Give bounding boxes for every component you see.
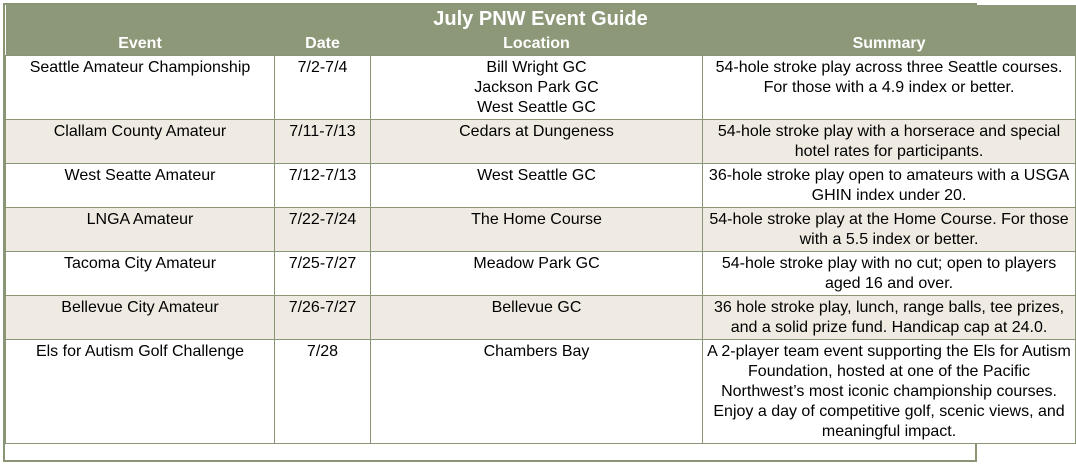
table-row <box>6 120 1076 164</box>
location-cell: Chambers Bay <box>371 340 703 444</box>
date-cell: 7/2-7/4 <box>275 56 371 120</box>
location-line: Jackson Park GC <box>474 79 599 96</box>
location-cell: Bellevue GC <box>371 296 703 340</box>
location-cell: Meadow Park GC <box>371 252 703 296</box>
event-cell: Seattle Amateur Championship <box>6 56 275 120</box>
event-guide-table <box>3 3 1071 462</box>
date-cell: 7/28 <box>275 340 371 444</box>
header-event: Event <box>6 33 275 56</box>
summary-cell: 54-hole stroke play across three Seattle courses. For those with a 4.9 index or better. <box>703 56 1076 120</box>
header-date: Date <box>275 33 371 56</box>
location-cell <box>371 56 703 120</box>
summary-cell: 54-hole stroke play with a horserace and special hotel rates for participants. <box>703 120 1076 164</box>
summary-cell: 54-hole stroke play at the Home Course. For those with a 5.5 index or better. <box>703 208 1076 252</box>
header-location: Location <box>371 33 703 56</box>
table-row <box>6 208 1076 252</box>
event-cell: Els for Autism Golf Challenge <box>6 340 275 444</box>
event-cell: West Seatte Amateur <box>6 164 275 208</box>
table-row <box>6 164 1076 208</box>
table-row <box>6 56 1076 120</box>
event-cell: LNGA Amateur <box>6 208 275 252</box>
event-cell: Bellevue City Amateur <box>6 296 275 340</box>
summary-cell: 54-hole stroke play with no cut; open to players aged 16 and over. <box>703 252 1076 296</box>
event-cell: Tacoma City Amateur <box>6 252 275 296</box>
table-row <box>6 252 1076 296</box>
date-cell: 7/25-7/27 <box>275 252 371 296</box>
table-row <box>6 296 1076 340</box>
location-cell: The Home Course <box>371 208 703 252</box>
date-cell: 7/11-7/13 <box>275 120 371 164</box>
summary-cell: A 2-player team event supporting the Els for Autism Foundation, hosted at one of the Pacific Northwest’s most iconic championship courses. Enjoy a day of competitive golf, scenic views, and meaningful impact. <box>703 340 1076 444</box>
event-cell: Clallam County Amateur <box>6 120 275 164</box>
location-cell: Cedars at Dungeness <box>371 120 703 164</box>
header-summary: Summary <box>703 33 1076 56</box>
date-cell: 7/26-7/27 <box>275 296 371 340</box>
table-row <box>6 340 1076 444</box>
table-title: July PNW Event Guide <box>6 5 1076 33</box>
location-cell: West Seattle GC <box>371 164 703 208</box>
summary-cell: 36 hole stroke play, lunch, range balls, tee prizes, and a solid prize fund. Handicap cap at 24.0. <box>703 296 1076 340</box>
date-cell: 7/12-7/13 <box>275 164 371 208</box>
summary-cell: 36-hole stroke play open to amateurs with a USGA GHIN index under 20. <box>703 164 1076 208</box>
date-cell: 7/22-7/24 <box>275 208 371 252</box>
column-headers <box>6 33 1076 56</box>
location-line: West Seattle GC <box>477 99 596 116</box>
location-line: Bill Wright GC <box>486 59 587 76</box>
